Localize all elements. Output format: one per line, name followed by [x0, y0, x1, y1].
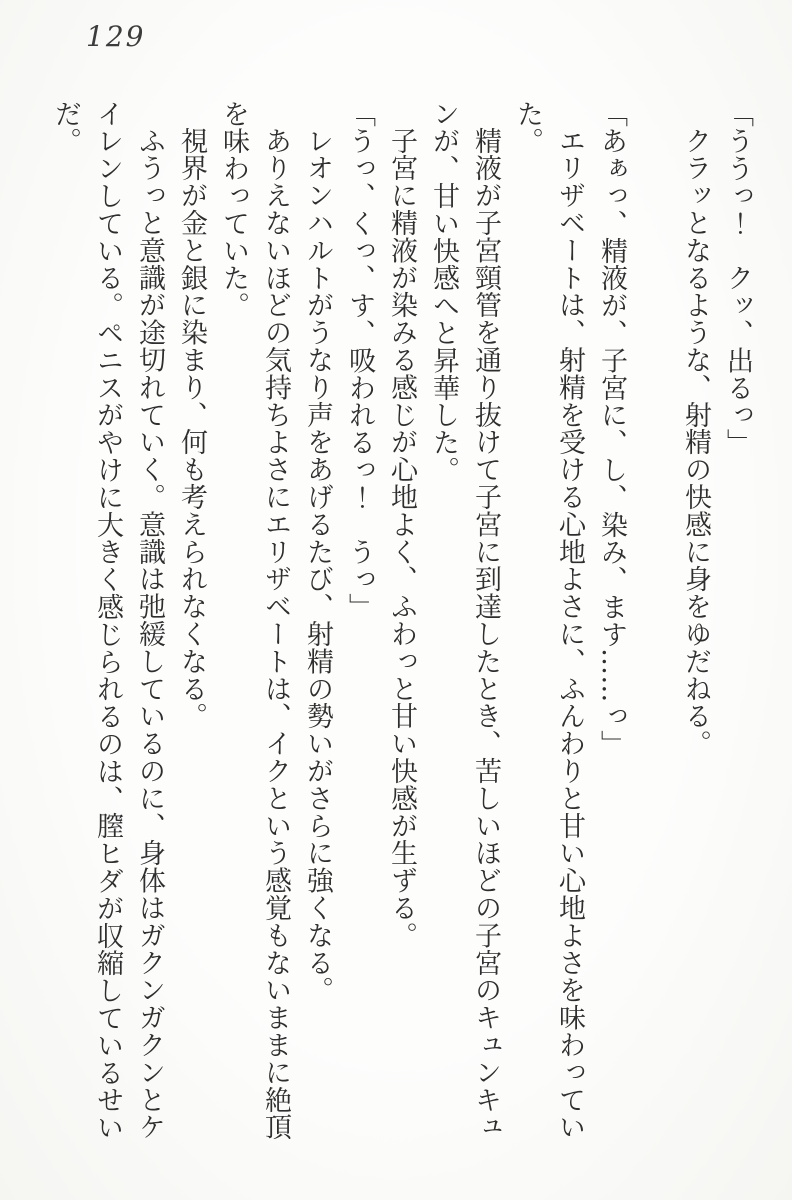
text-line: イレンしている。ペニスがやけに大きく感じられるのは、膣ヒダが収縮しているせい	[92, 100, 123, 1142]
text-line: ふうっと意識が途切れていく。意識は弛緩しているのに、身体はガクンガクンとケ	[134, 127, 165, 1141]
text-line: 「あぁっ、精液が、子宮に、し、染み、ます……っ」	[596, 100, 627, 758]
text-line: エリザベートは、射精を受ける心地よさに、ふんわりと甘い心地よさを味わってい	[554, 127, 585, 1141]
text-line: 精液が子宮頸管を通り抜けて子宮に到達したとき、苦しいほどの子宮のキュンキュ	[470, 127, 501, 1141]
text-line: 「ううっ！ クッ、出るっ」	[722, 100, 753, 457]
page-text	[44, 100, 758, 1148]
text-line: 「うっ、くっ、す、吸われるっ！ うっ」	[344, 100, 375, 621]
text-line: た。	[512, 100, 543, 155]
text-line: 視界が金と銀に染まり、何も考えられなくなる。	[176, 127, 207, 730]
text-line: 子宮に精液が染みる感じが心地よく、ふわっと甘い快感が生ずる。	[386, 127, 417, 949]
page-number: 129	[86, 20, 146, 53]
text-line: ンが、甘い快感へと昇華した。	[428, 100, 459, 484]
text-line: を味わっていた。	[218, 100, 249, 320]
text-line: ありえないほどの気持ちよさにエリザベートは、イクという感覚もないままに絶頂	[260, 127, 291, 1141]
text-line: クラッとなるような、射精の快感に身をゆだねる。	[680, 127, 711, 758]
text-line: だ。	[50, 100, 81, 155]
text-line: レオンハルトがうなり声をあげるたび、射精の勢いがさらに強くなる。	[302, 127, 333, 1004]
